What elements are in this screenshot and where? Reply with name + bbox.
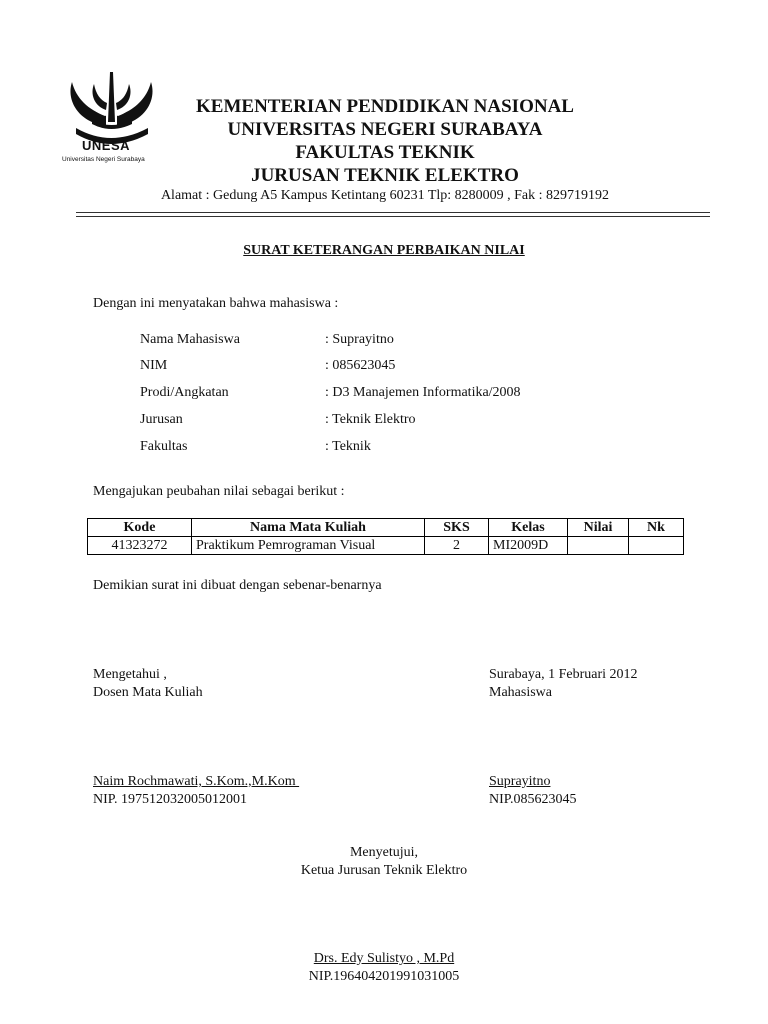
column-header: SKS: [425, 519, 489, 537]
intro-text: Dengan ini menyatakan bahwa mahasiswa :: [93, 296, 339, 311]
column-header: Nilai: [568, 519, 629, 537]
head-nip: NIP.196404201991031005: [308, 969, 460, 984]
table-cell: 41323272: [88, 537, 192, 555]
identity-label: Jurusan: [140, 412, 183, 427]
letter-subject: SURAT KETERANGAN PERBAIKAN NILAI: [243, 243, 525, 258]
place-date: Surabaya, 1 Februari 2012: [489, 667, 638, 682]
lecturer-nip: NIP. 197512032005012001: [93, 792, 248, 807]
identity-label: Fakultas: [140, 439, 188, 454]
table-row: [88, 537, 684, 555]
left-sign-line1: Mengetahui ,: [93, 667, 167, 682]
column-header: Nama Mata Kuliah: [192, 519, 425, 537]
address-line: Alamat : Gedung A5 Kampus Ketintang 60231 Tlp: 8280009 , Fak : 829719192: [160, 188, 610, 203]
head-name: Drs. Edy Sulistyo , M.Pd: [313, 951, 455, 966]
table-cell: 2: [425, 537, 489, 555]
identity-value: : 085623045: [325, 358, 396, 373]
column-header: Kelas: [489, 519, 568, 537]
approval-line1: Menyetujui,: [349, 845, 419, 860]
table-cell: MI2009D: [489, 537, 568, 555]
lecturer-name: Naim Rochmawati, S.Kom.,M.Kom: [93, 774, 300, 789]
table-cell: [629, 537, 684, 555]
ministry-title: KEMENTERIAN PENDIDIKAN NASIONAL: [196, 96, 574, 117]
identity-value: : Suprayitno: [325, 332, 394, 347]
identity-value: : Teknik Elektro: [325, 412, 416, 427]
identity-label: NIM: [140, 358, 168, 373]
table-header-row: [88, 519, 684, 537]
grade-change-table: [87, 518, 684, 555]
student-nip: NIP.085623045: [489, 792, 577, 807]
header-rule-thin: [76, 216, 710, 217]
university-title: UNIVERSITAS NEGERI SURABAYA: [227, 119, 543, 140]
column-header: Nk: [629, 519, 684, 537]
logo-text: UNESA: [82, 138, 131, 153]
right-sign-role: Mahasiswa: [489, 685, 552, 700]
faculty-title: FAKULTAS TEKNIK: [295, 142, 475, 163]
department-title: JURUSAN TEKNIK ELEKTRO: [251, 165, 519, 186]
closing-text: Demikian surat ini dibuat dengan sebenar-benarnya: [93, 578, 382, 593]
request-text: Mengajukan peubahan nilai sebagai berikut :: [93, 484, 345, 499]
student-name: Suprayitno: [489, 774, 551, 789]
identity-label: Nama Mahasiswa: [140, 332, 240, 347]
identity-value: : D3 Manajemen Informatika/2008: [325, 385, 521, 400]
left-sign-role: Dosen Mata Kuliah: [93, 685, 203, 700]
table-cell: Praktikum Pemrograman Visual: [192, 537, 425, 555]
logo-subtext: Universitas Negeri Surabaya: [62, 156, 145, 163]
identity-label: Prodi/Angkatan: [140, 385, 229, 400]
identity-value: : Teknik: [325, 439, 371, 454]
approval-role: Ketua Jurusan Teknik Elektro: [300, 863, 468, 878]
header-rule-thick: [76, 212, 710, 213]
column-header: Kode: [88, 519, 192, 537]
table-cell: [568, 537, 629, 555]
